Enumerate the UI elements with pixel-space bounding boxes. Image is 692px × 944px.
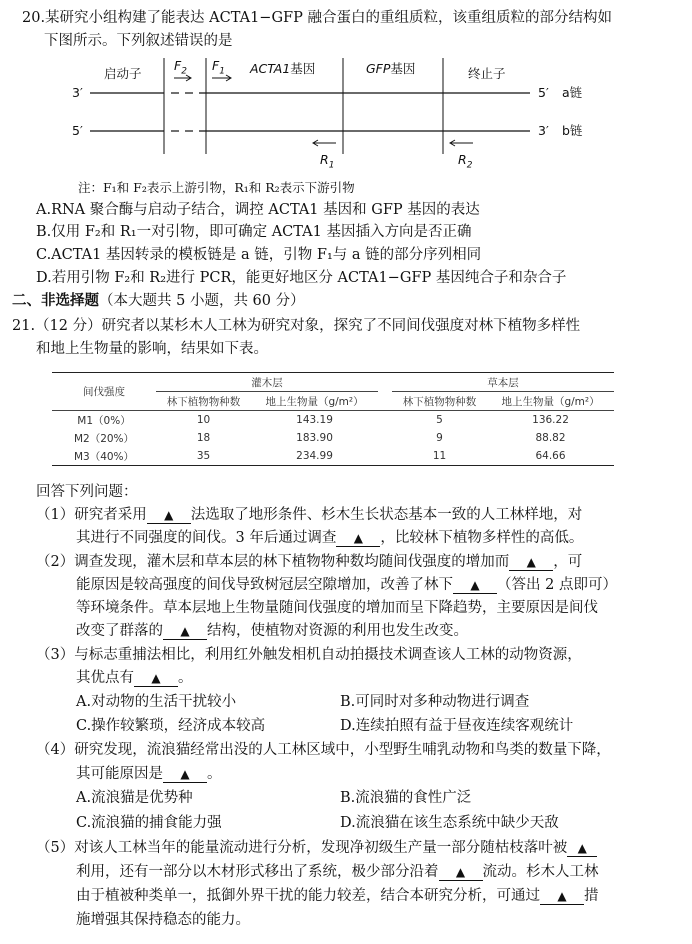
q21-part4-line1: （4）研究发现，流浪猫经常出没的人工林区域中，小型野生哺乳动物和鸟类的数量下降， [36, 742, 611, 758]
q21-part4-option-a: A.流浪猫是优势种 [76, 790, 193, 806]
q21-prompt: 回答下列问题： [36, 484, 138, 500]
q21-part3-line2: 其优点有 ▲ 。 [76, 670, 193, 686]
header-shrub-biomass: 地上生物量（g/m²） [251, 392, 378, 411]
answer-blank: ▲ [439, 864, 483, 881]
q21-part4-line2: 其可能原因是 ▲ 。 [76, 766, 222, 782]
q21-part5-line2: 利用，还有一部分以木材形式移出了系统，极少部分沿着 ▲ 流动。杉木人工林 [76, 864, 599, 880]
answer-blank: ▲ [336, 530, 380, 547]
answer-blank: ▲ [453, 577, 497, 594]
q21-part4-option-b: B.流浪猫的食性广泛 [340, 790, 472, 806]
chain-b-label: b链 [562, 123, 583, 138]
chain-a-label: a链 [562, 85, 583, 100]
q20-option-d: D.若用引物 F₂和 R₂进行 PCR，能更好地区分 ACTA1−GFP 基因纯合子和杂合子 [36, 270, 567, 286]
answer-blank: ▲ [163, 766, 207, 783]
answer-blank: ▲ [134, 670, 178, 687]
q21-part4-option-c: C.流浪猫的捕食能力强 [76, 815, 222, 831]
thinning-results-table [52, 372, 614, 466]
q21-part3-option-a: A.对动物的生活干扰较小 [76, 694, 237, 710]
gfp-gene-label: GFP基因 [366, 61, 416, 76]
table-row: M3（40%） 35 234.99 11 64.66 [52, 447, 614, 466]
q21-part3-option-c: C.操作较繁琐，经济成本较高 [76, 718, 266, 734]
table-row: M1（0%） 10 143.19 5 136.22 [77, 414, 569, 427]
answer-blank: ▲ [163, 623, 207, 640]
q21-part4-option-d: D.流浪猫在该生态系统中缺少天敌 [340, 815, 559, 831]
q20-stem-line2: 下图所示。下列叙述错误的是 [44, 33, 233, 49]
header-herb-biomass: 地上生物量（g/m²） [487, 392, 614, 411]
answer-blank: ▲ [567, 840, 597, 857]
f2-label: $F_2$ [174, 58, 187, 77]
right-bottom-end: 3′ [538, 123, 549, 138]
q21-part3-line1: （3）与标志重捕法相比，利用红外触发相机自动拍摄技术调查该人工林的动物资源， [36, 647, 582, 663]
acta1-gene-label: ACTA1基因 [250, 61, 316, 76]
header-shrub-species: 林下植物物种数 [156, 392, 251, 411]
q21-part5-line3: 由于植被种类单一，抵御外界干扰的能力较差，结合本研究分析，可通过 ▲ 措 [76, 888, 599, 904]
promoter-label: 启动子 [104, 66, 142, 81]
q21-stem-line2: 和地上生物量的影响，结果如下表。 [36, 341, 268, 357]
terminator-label: 终止子 [468, 66, 506, 81]
q21-part3-option-b: B.可同时对多种动物进行调查 [340, 694, 530, 710]
q21-part5-line1: （5）对该人工林当年的能量流动进行分析，发现净初级生产量一部分随枯枝落叶被 ▲ [36, 838, 597, 858]
answer-blank: ▲ [509, 554, 553, 571]
q21-stem-line1: 21.（12 分）研究者以某杉木人工林为研究对象，探究了不同间伐强度对林下植物多样性 [12, 318, 581, 334]
answer-blank: ▲ [540, 888, 584, 905]
q21-part2-line4: 改变了群落的 ▲ 结构，使植物对资源的利用也发生改变。 [76, 623, 468, 639]
q20-option-a: A.RNA 聚合酶与启动子结合，调控 ACTA1 基因和 GFP 基因的表达 [36, 202, 480, 218]
q21-part1-line2: 其进行不同强度的间伐。3 年后通过调查 ▲ ，比较林下植物多样性的高低。 [76, 530, 584, 546]
r1-label: $R_1$ [320, 152, 335, 171]
q21-part5-line4: 施增强其保持稳态的能力。 [76, 912, 250, 928]
diagram-lines [60, 54, 620, 189]
q21-part1-line1: （1）研究者采用 ▲ 法选取了地形条件、杉木生长状态基本一致的人工林样地，对 [36, 507, 583, 523]
q21-part2-line2: 能原因是较高强度的间伐导致树冠层空隙增加，改善了林下 ▲ （答出 2 点即可） [76, 577, 617, 593]
q20-note: 注：F₁和 F₂表示上游引物，R₁和 R₂表示下游引物 [78, 180, 355, 195]
f1-label: $F_1$ [212, 58, 225, 77]
q20-stem-line1: 20.某研究小组构建了能表达 ACTA1−GFP 融合蛋白的重组质粒，该重组质粒的部分结构如 [22, 10, 612, 26]
header-intensity: 间伐强度 [52, 373, 156, 411]
left-bottom-end: 5′ [72, 123, 83, 138]
q20-option-b: B.仅用 F₂和 R₁一对引物，即可确定 ACTA1 基因插入方向是否正确 [36, 224, 472, 240]
q21-part2-line1: （2）调查发现，灌木层和草本层的林下植物物种数均随间伐强度的增加而 ▲ ，可 [36, 554, 583, 570]
left-top-end: 3′ [72, 85, 83, 100]
plasmid-structure-diagram [60, 54, 620, 189]
header-herb-species: 林下植物物种数 [392, 392, 487, 411]
table-row: M2（20%） 18 183.90 9 88.82 [73, 432, 566, 445]
r2-label: $R_2$ [458, 152, 473, 171]
header-herb-layer: 草本层 [392, 373, 614, 392]
q21-part2-line3: 等环境条件。草本层地上生物量随间伐强度的增加而呈下降趋势，主要原因是间伐 [76, 600, 598, 616]
q21-part3-option-d: D.连续拍照有益于昼夜连续客观统计 [340, 718, 574, 734]
header-shrub-layer: 灌木层 [156, 373, 378, 392]
section-2-heading: 二、非选择题（本大题共 5 小题，共 60 分） [12, 292, 305, 309]
answer-blank: ▲ [147, 507, 191, 524]
q20-option-c: C.ACTA1 基因转录的模板链是 a 链，引物 F₁与 a 链的部分序列相同 [36, 247, 482, 263]
right-top-end: 5′ [538, 85, 549, 100]
